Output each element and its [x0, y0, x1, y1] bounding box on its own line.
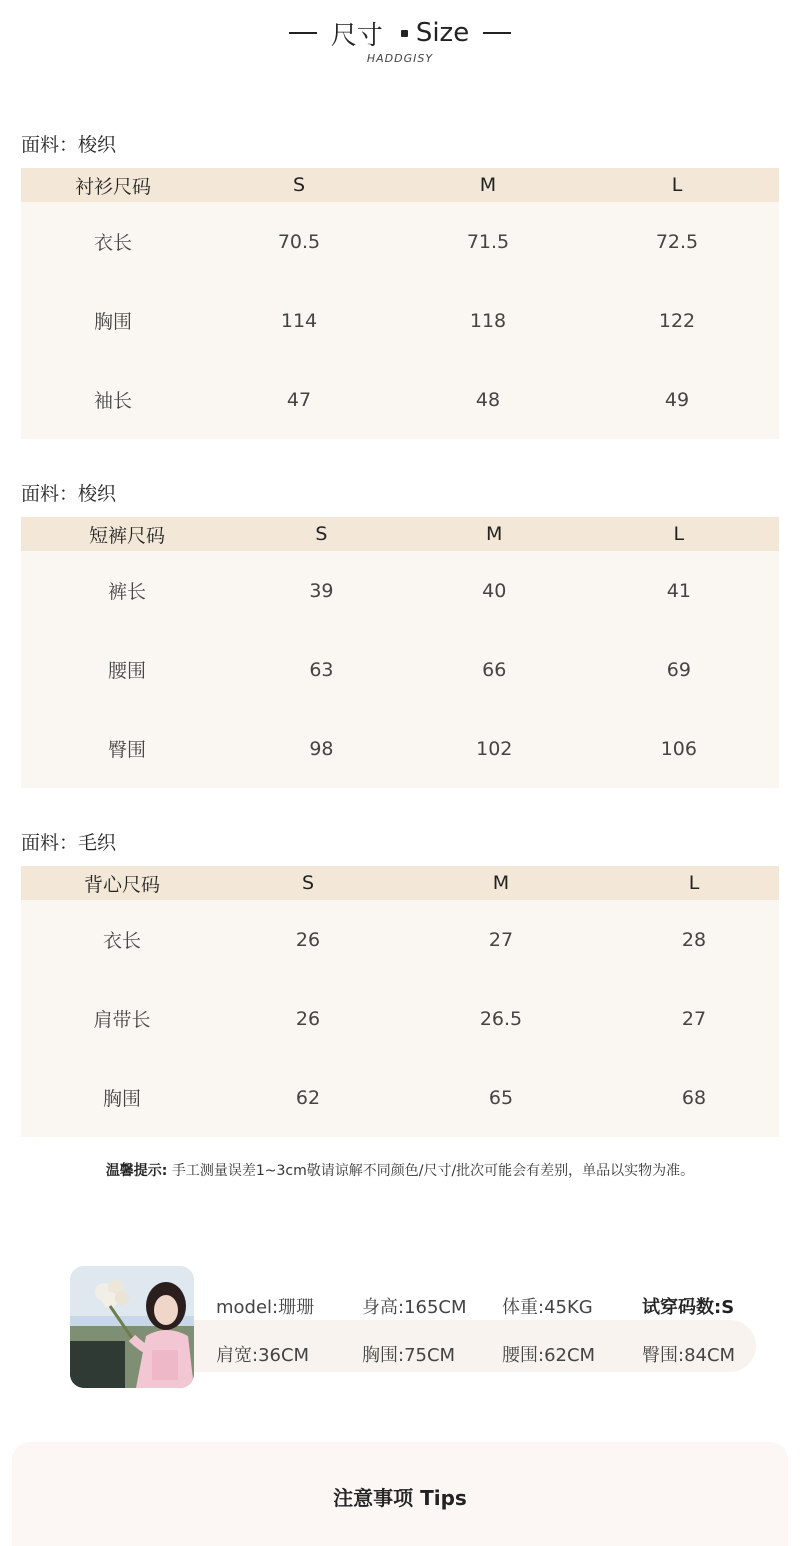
cell-l: 69: [666, 658, 691, 681]
column-header-s: S: [292, 174, 306, 196]
row-label: 臀围: [108, 739, 147, 761]
column-header-s: S: [315, 523, 328, 545]
bullet-dot-icon: [401, 30, 408, 37]
cell-l: 49: [664, 388, 690, 411]
cell-s: 70.5: [277, 230, 321, 253]
table-row: [21, 202, 779, 281]
vest-size-table: [21, 866, 779, 1137]
column-header-m: M: [486, 523, 503, 545]
table-row: [21, 551, 779, 630]
cell-s: 62: [295, 1086, 321, 1109]
tip-label: 温馨提示:: [105, 1163, 168, 1179]
cell-m: 27: [488, 928, 514, 951]
tips-panel: [12, 1442, 788, 1546]
cell-s: 39: [309, 579, 334, 602]
column-header-s: S: [301, 872, 315, 894]
cell-l: 68: [681, 1086, 707, 1109]
fabric-line: [21, 828, 116, 855]
cell-m: 26.5: [479, 1007, 523, 1030]
table-row: [21, 979, 779, 1058]
model-info-card: [70, 1266, 756, 1388]
model-photo: [70, 1266, 194, 1388]
model-shoulder: 肩宽:36CM: [216, 1345, 310, 1366]
shirt-size-table: [21, 168, 779, 439]
model-name: model:珊珊: [216, 1297, 315, 1318]
fabric-label: 面料：: [21, 832, 79, 854]
column-header-m: M: [479, 174, 497, 196]
tips-title: 注意事项 Tips: [333, 1486, 467, 1510]
row-label: 腰围: [108, 660, 147, 682]
fabric-label: 面料：: [21, 134, 79, 156]
cell-l: 27: [681, 1007, 707, 1030]
header-title-en: Size: [415, 18, 470, 48]
cell-s: 98: [309, 737, 334, 760]
row-label: 衣长: [102, 930, 141, 952]
column-header-size: 背心尺码: [83, 873, 160, 896]
fabric-value: 梭织: [78, 483, 117, 505]
fabric-line: [21, 479, 116, 506]
cell-m: 71.5: [466, 230, 510, 253]
measurement-tip: [0, 1160, 800, 1180]
right-dash-decoration: [483, 32, 511, 34]
cell-m: 66: [482, 658, 507, 681]
row-label: 肩带长: [93, 1009, 151, 1031]
table-row: [21, 281, 779, 360]
cell-l: 72.5: [655, 230, 699, 253]
row-label: 袖长: [93, 390, 132, 412]
column-header-l: L: [673, 523, 685, 545]
column-header-size: 衬衫尺码: [74, 175, 151, 198]
cell-m: 102: [476, 737, 513, 760]
shorts-size-table: [21, 517, 779, 788]
row-label: 胸围: [93, 311, 132, 333]
cell-s: 63: [309, 658, 334, 681]
cell-s: 114: [280, 309, 318, 332]
column-header-m: M: [492, 872, 510, 894]
cell-s: 47: [286, 388, 312, 411]
header-title-cn: 尺寸: [330, 20, 383, 51]
cell-m: 40: [482, 579, 507, 602]
model-row: [216, 1282, 756, 1330]
table-header-row: [21, 866, 779, 900]
model-fit-size: 试穿码数:S: [642, 1297, 735, 1318]
brand-name: HADDGISY: [366, 52, 434, 65]
cell-s: 26: [295, 1007, 321, 1030]
header-title: [0, 14, 800, 52]
table-row: [21, 709, 779, 788]
table-row: [21, 630, 779, 709]
column-header-l: L: [671, 174, 683, 196]
tip-text: 手工测量误差1~3cm敬请谅解不同颜色/尺寸/批次可能会有差别，单品以实物为准。: [167, 1163, 695, 1179]
table-row: [21, 360, 779, 439]
table-header-row: [21, 168, 779, 202]
page-header: [0, 14, 800, 65]
fabric-label: 面料：: [21, 483, 79, 505]
row-label: 衣长: [93, 232, 132, 254]
fabric-value: 梭织: [78, 134, 117, 156]
row-label: 胸围: [102, 1088, 141, 1110]
cell-l: 41: [666, 579, 691, 602]
cell-m: 48: [475, 388, 501, 411]
cell-m: 65: [488, 1086, 514, 1109]
table-header-row: [21, 517, 779, 551]
model-measurements: [216, 1282, 756, 1378]
left-dash-decoration: [289, 32, 317, 34]
cell-l: 122: [658, 309, 696, 332]
cell-s: 26: [295, 928, 321, 951]
row-label: 裤长: [108, 581, 147, 603]
cell-l: 28: [681, 928, 707, 951]
model-bust: 胸围:75CM: [362, 1345, 456, 1366]
model-row: [216, 1330, 756, 1378]
table-row: [21, 1058, 779, 1137]
model-hip: 臀围:84CM: [642, 1345, 736, 1366]
model-height: 身高:165CM: [362, 1297, 467, 1318]
table-row: [21, 900, 779, 979]
column-header-size: 短裤尺码: [89, 524, 166, 547]
fabric-line: [21, 130, 116, 157]
column-header-l: L: [688, 872, 700, 894]
cell-m: 118: [469, 309, 507, 332]
fabric-value: 毛织: [78, 832, 117, 854]
cell-l: 106: [660, 737, 697, 760]
model-weight: 体重:45KG: [502, 1297, 593, 1318]
model-waist: 腰围:62CM: [502, 1345, 596, 1366]
